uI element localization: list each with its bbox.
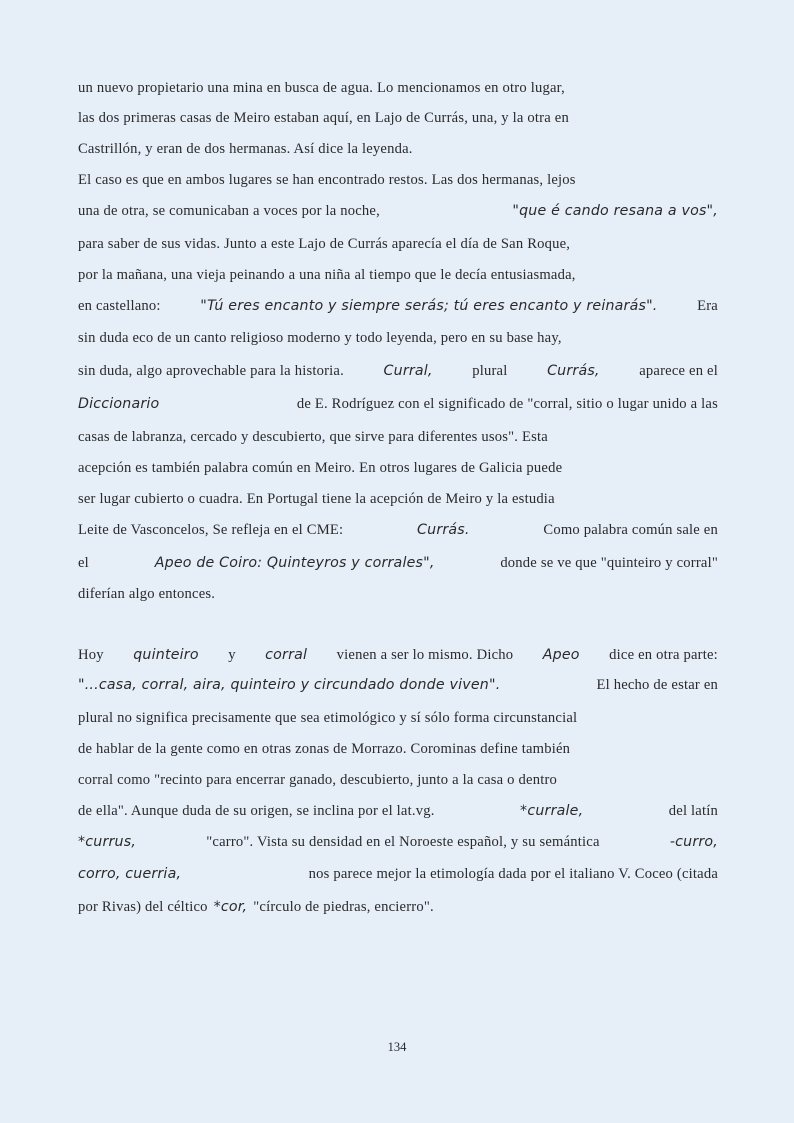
text-line: plural no significa precisamente que sea etimológico y sí sólo forma circunstancial bbox=[78, 710, 578, 726]
text-line: El caso es que en ambos lugares se han encontrado restos. Las dos hermanas, lejos bbox=[78, 172, 576, 188]
text-line: por la mañana, una vieja peinando a una niña al tiempo que le decía entusiasmada, bbox=[78, 267, 576, 283]
text-line: corral como "recinto para encerrar ganado, descubierto, junto a la casa o dentro bbox=[78, 772, 558, 788]
text-line: diferían algo entonces. bbox=[78, 586, 216, 602]
text-line: de ella". Aunque duda de su origen, se inclina por el lat.vg. *currale, del latín bbox=[78, 803, 718, 819]
text-line: casas de labranza, cercado y descubierto, que sirve para diferentes usos". Esta bbox=[78, 429, 548, 445]
text-line: por Rivas) del céltico *cor, "círculo de piedras, encierro". bbox=[78, 899, 434, 915]
text-line: Diccionario de E. Rodríguez con el significado de "corral, sitio o lugar unido a las bbox=[78, 396, 718, 412]
text-line: *currus, "carro". Vista su densidad en el Noroeste español, y su semántica -curro, bbox=[78, 834, 718, 850]
text-line: las dos primeras casas de Meiro estaban aquí, en Lajo de Currás, una, y la otra en bbox=[78, 110, 569, 126]
text-line: un nuevo propietario una mina en busca de agua. Lo mencionamos en otro lugar, bbox=[78, 80, 565, 96]
text-line: en castellano: "Tú eres encanto y siempre serás; tú eres encanto y reinarás". Era bbox=[78, 298, 718, 314]
text-line: Castrillón, y eran de dos hermanas. Así dice la leyenda. bbox=[78, 141, 413, 157]
text-line: una de otra, se comunicaban a voces por la noche, "que é cando resana a vos", bbox=[78, 203, 718, 219]
text-line: "...casa, corral, aira, quinteiro y circundado donde viven". El hecho de estar en bbox=[78, 677, 718, 693]
text-line: corro, cuerria, nos parece mejor la etimología dada por el italiano V. Coceo (citada bbox=[78, 866, 718, 882]
text-line: Leite de Vasconcelos, Se refleja en el CME: Currás. Como palabra común sale en bbox=[78, 522, 718, 538]
text-line: para saber de sus vidas. Junto a este Lajo de Currás aparecía el día de San Roque, bbox=[78, 236, 571, 252]
text-line: acepción es también palabra común en Meiro. En otros lugares de Galicia puede bbox=[78, 460, 563, 476]
page-number: 134 bbox=[387, 1040, 407, 1054]
text-line: sin duda eco de un canto religioso moderno y todo leyenda, pero en su base hay, bbox=[78, 330, 562, 346]
text-line: el Apeo de Coiro: Quinteyros y corrales", donde se ve que "quinteiro y corral" bbox=[78, 555, 718, 571]
text-line: Hoy quinteiro y corral vienen a ser lo mismo. Dicho Apeo dice en otra parte: bbox=[78, 647, 718, 663]
text-line: ser lugar cubierto o cuadra. En Portugal tiene la acepción de Meiro y la estudia bbox=[78, 491, 555, 507]
text-line: de hablar de la gente como en otras zonas de Morrazo. Corominas define también bbox=[78, 741, 571, 757]
text-line: sin duda, algo aprovechable para la historia. Curral, plural Currás, aparece en el bbox=[78, 363, 718, 379]
